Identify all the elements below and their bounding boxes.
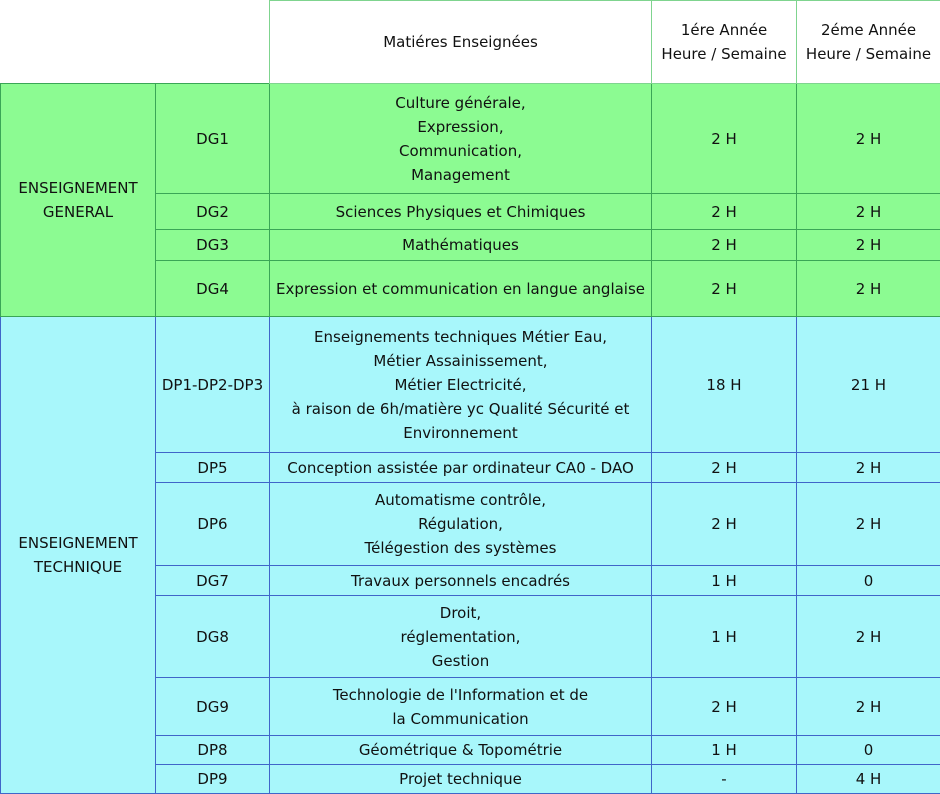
header-year2-line: Heure / Semaine [801, 42, 936, 66]
subject-line: Technologie de l'Information et de [274, 683, 647, 707]
subject-line: Métier Electricité, [274, 373, 647, 397]
subject-line: Enseignements techniques Métier Eau, [274, 325, 647, 349]
table-row [1, 317, 940, 453]
row-code: DG1 [156, 84, 270, 194]
row-subject: Mathématiques [270, 230, 652, 261]
row-code: DP8 [156, 736, 270, 765]
subject-line: Gestion [274, 649, 647, 673]
row-year2-hours: 4 H [797, 765, 940, 794]
row-subject: Expression et communication en langue anglaise [270, 261, 652, 317]
group-label-line: ENSEIGNEMENT [5, 176, 151, 200]
subject-line: Métier Assainissement, [274, 349, 647, 373]
group-label-line: TECHNIQUE [5, 555, 151, 579]
row-year1-hours: 2 H [652, 194, 797, 230]
row-subject: Projet technique [270, 765, 652, 794]
row-year1-hours: - [652, 765, 797, 794]
row-year2-hours: 2 H [797, 230, 940, 261]
row-year2-hours: 2 H [797, 84, 940, 194]
header-year2-line: 2éme Année [801, 18, 936, 42]
row-subject [270, 317, 652, 453]
row-code: DP6 [156, 483, 270, 566]
row-subject: Conception assistée par ordinateur CA0 - DAO [270, 453, 652, 483]
header-row [1, 1, 940, 84]
row-year1-hours: 1 H [652, 566, 797, 596]
row-code: DP1-DP2-DP3 [156, 317, 270, 453]
subject-line: Régulation, [274, 512, 647, 536]
row-code: DP5 [156, 453, 270, 483]
header-corner [1, 1, 270, 84]
row-subject: Géométrique & Topométrie [270, 736, 652, 765]
subject-line: Télégestion des systèmes [274, 536, 647, 560]
header-subjects: Matiéres Enseignées [270, 1, 652, 84]
header-year2 [797, 1, 940, 84]
row-year2-hours: 21 H [797, 317, 940, 453]
row-year2-hours: 2 H [797, 194, 940, 230]
row-subject: Travaux personnels encadrés [270, 566, 652, 596]
row-code: DG4 [156, 261, 270, 317]
subject-line: Environnement [274, 421, 647, 445]
row-subject [270, 483, 652, 566]
table-row [1, 84, 940, 194]
row-subject [270, 596, 652, 678]
row-code: DP9 [156, 765, 270, 794]
row-year1-hours: 2 H [652, 453, 797, 483]
row-subject [270, 84, 652, 194]
row-year1-hours: 2 H [652, 483, 797, 566]
subject-line: Droit, [274, 601, 647, 625]
subject-line: Expression, [274, 115, 647, 139]
row-code: DG9 [156, 678, 270, 736]
row-code: DG2 [156, 194, 270, 230]
group-technical [1, 317, 156, 794]
row-year2-hours: 2 H [797, 678, 940, 736]
row-subject [270, 678, 652, 736]
row-year2-hours: 0 [797, 736, 940, 765]
group-general [1, 84, 156, 317]
row-year1-hours: 2 H [652, 230, 797, 261]
subject-line: la Communication [274, 707, 647, 731]
row-year1-hours: 1 H [652, 596, 797, 678]
subject-line: Management [274, 163, 647, 187]
header-year1-line: 1ére Année [656, 18, 792, 42]
row-year1-hours: 2 H [652, 678, 797, 736]
row-year2-hours: 2 H [797, 596, 940, 678]
row-year1-hours: 2 H [652, 84, 797, 194]
group-label-line: GENERAL [5, 200, 151, 224]
row-year1-hours: 1 H [652, 736, 797, 765]
subject-line: Communication, [274, 139, 647, 163]
subject-line: Automatisme contrôle, [274, 488, 647, 512]
row-year1-hours: 2 H [652, 261, 797, 317]
row-code: DG8 [156, 596, 270, 678]
row-year1-hours: 18 H [652, 317, 797, 453]
group-label-line: ENSEIGNEMENT [5, 531, 151, 555]
subject-line: réglementation, [274, 625, 647, 649]
row-year2-hours: 2 H [797, 483, 940, 566]
row-year2-hours: 2 H [797, 453, 940, 483]
row-year2-hours: 2 H [797, 261, 940, 317]
row-code: DG7 [156, 566, 270, 596]
subject-line: Culture générale, [274, 91, 647, 115]
subject-line: à raison de 6h/matière yc Qualité Sécurité et [274, 397, 647, 421]
row-code: DG3 [156, 230, 270, 261]
header-year1 [652, 1, 797, 84]
header-year1-line: Heure / Semaine [656, 42, 792, 66]
row-year2-hours: 0 [797, 566, 940, 596]
row-subject: Sciences Physiques et Chimiques [270, 194, 652, 230]
